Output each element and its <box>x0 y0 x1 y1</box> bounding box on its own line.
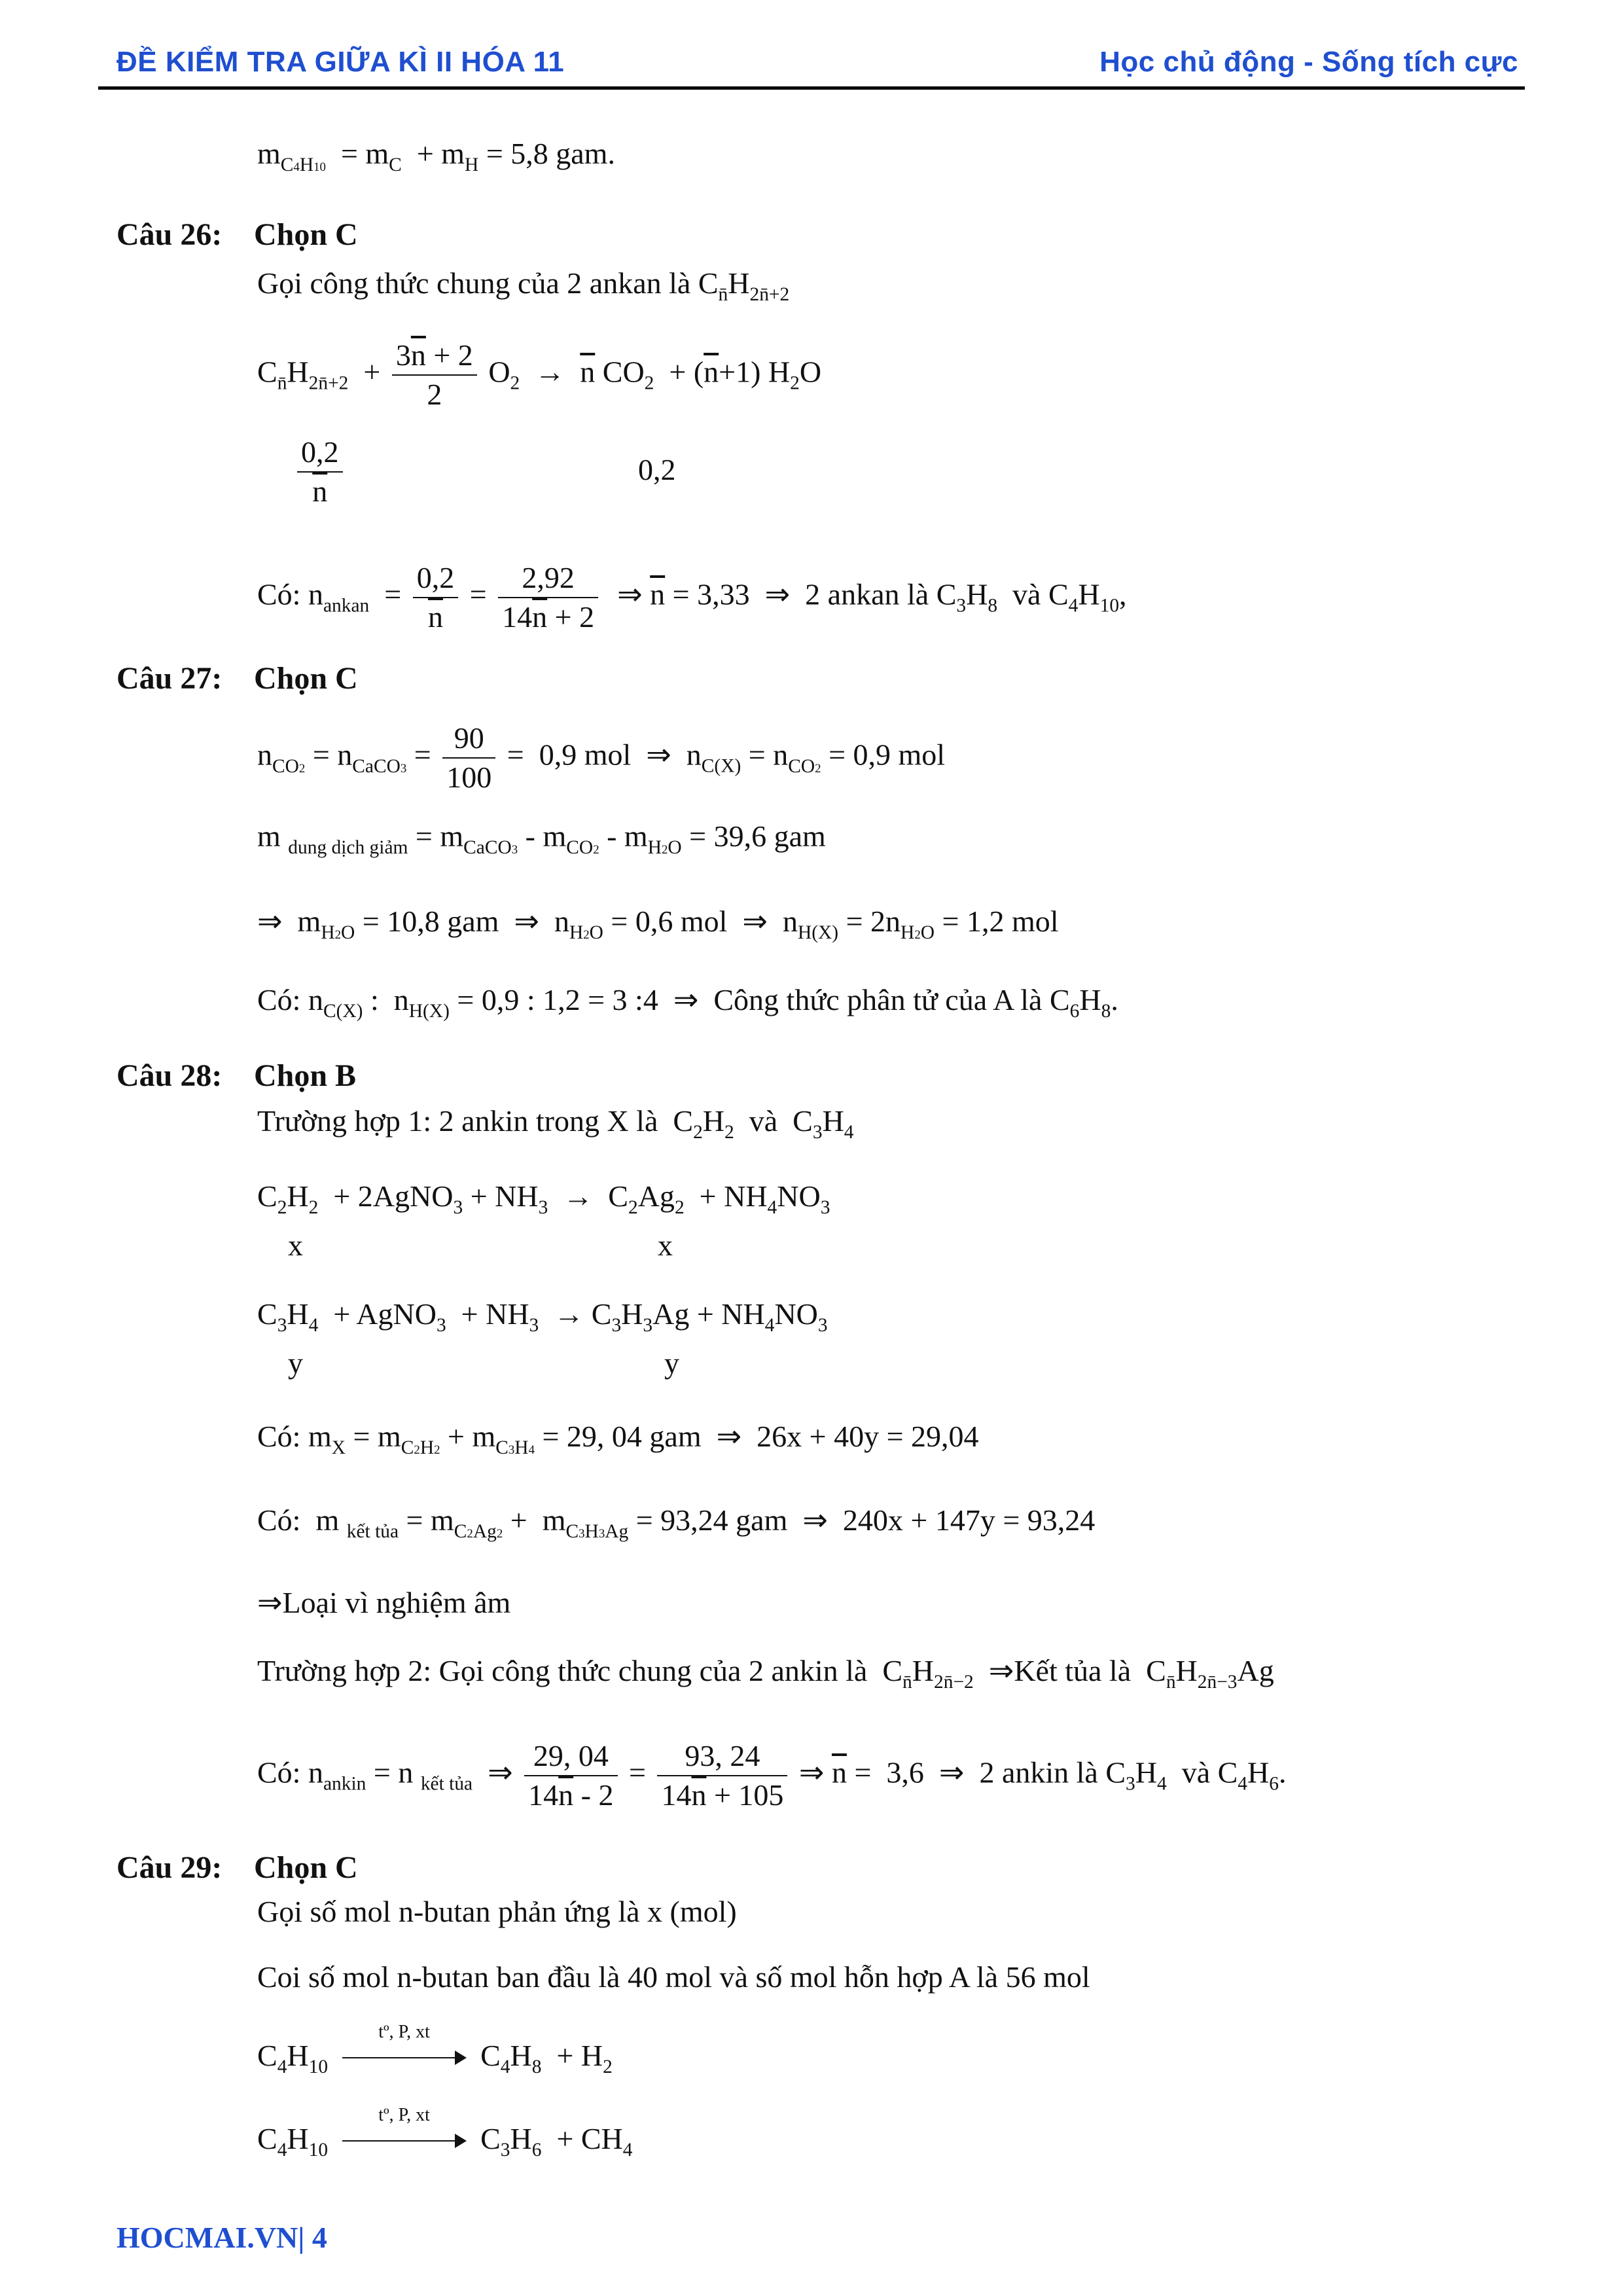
question-26-heading: Câu 26: Chọn C <box>116 217 358 252</box>
q28-reject: ⇒Loại vì nghiệm âm <box>257 1586 511 1619</box>
question-28-heading: Câu 28: Chọn B <box>116 1058 357 1093</box>
q28-y-label-2: y <box>664 1346 679 1380</box>
q28-case2: Trường hợp 2: Gọi công thức chung của 2 ankin là $C_{n̄}H_{2n̄-2}$ ⇒Kết tủa là $C_{n̄}H_{2n̄-3}Ag$ <box>257 1654 1274 1693</box>
q27-mole-co2: $n_{CO2} = n_{CaCO3}$ = $\frac{90}{100}$ = 0,9 mol ⇒ $n_{C(X)} = n_{CO2} = 0,9$ mol <box>257 721 946 794</box>
q28-x-label-1: x <box>288 1229 303 1262</box>
q27-ratio: Có: $n_{C(X)}$ : $n_{H(X)} = 0,9$ : 1,2 = 3 :4 ⇒ Công thức phân tử của A là $C_6H_8$. <box>257 983 1118 1022</box>
q28-x-label-2: x <box>658 1229 673 1262</box>
q28-reaction-c3h4: $C_3H_4$ + AgNO$_3$ + $NH_3 \to C_3H_3Ag + NH_4NO_3$ <box>257 1297 828 1336</box>
question-27-heading: Câu 27: Chọn C <box>116 661 358 696</box>
reaction-arrow-2: tº, P, xt <box>342 2128 467 2155</box>
q26-mole-ratio: $\frac{0,2}{n}$ <box>293 437 347 507</box>
reaction-arrow-1: tº, P, xt <box>342 2045 467 2072</box>
header-title: ĐỀ KIỂM TRA GIỮA KÌ II HÓA 11 <box>116 46 565 78</box>
q26-combustion-equation: $C_{n̄}H_{2n̄+2}$ + $\frac{3\overline{n} + 2}{2}$ $O_2 \to \overline{n}$ $CO_2 + (\overline{n}+1)$ $H_2O$ <box>257 338 822 411</box>
q28-mass-precipitate: Có: m $_{kết tủa} = m_{C2Ag2} + m_{C3H3Ag} = 93,24$ gam ⇒ 240x + 147y = 93,24 <box>257 1503 1096 1543</box>
header-slogan: Học chủ động - Sống tích cực <box>1099 46 1518 78</box>
header-divider <box>98 86 1525 90</box>
mass-c4h10-equation: $m_{C4H10} = m_C + m_H = 5,8$ gam. <box>257 137 615 176</box>
q28-case1: Trường hợp 1: 2 ankin trong X là $C_2H_2$ và $C_3H_4$ <box>257 1104 854 1143</box>
q28-y-label-1: y <box>288 1346 303 1380</box>
q29-line2: Coi số mol n-butan ban đầu là 40 mol và số mol hỗn hợp A là 56 mol <box>257 1960 1090 1994</box>
q27-water-calculation: ⇒ $m_{H2O} = 10,8$ gam ⇒ $n_{H2O} = 0,6$ mol ⇒ $n_{H(X)} = 2n_{H2O} = 1,2$ mol <box>257 905 1059 944</box>
q27-mass-decrease: m $_{dung dịch giảm} = m_{CaCO3} - m_{CO2} - m_{H2O} = 39,6$ gam <box>257 819 826 859</box>
q26-co2-moles: 0,2 <box>638 453 676 486</box>
question-29-heading: Câu 29: Chọn C <box>116 1850 358 1885</box>
q28-calculation: Có: $n_{ankin} = n$ $_{kết tủa}$ ⇒ $\frac{29, 04}{14\overline{n} - 2}$ = $\frac{93, 24}{14\overline{n} + 105}$ ⇒ $\overline{n} = 3,6$ ⇒ 2 ankin là $C_3H_4$ và $C_4H_6$. <box>257 1739 1287 1812</box>
q29-reaction-1: $C_4H_{10}$ tº, P, xt $C_4H_8 + H_2$ <box>257 2022 613 2078</box>
q29-line1: Gọi số mol n-butan phản ứng là x (mol) <box>257 1895 737 1928</box>
q26-intro: Gọi công thức chung của 2 ankan là $C_{n̄}H_{2n̄+2}$ <box>257 266 790 306</box>
q29-reaction-2: $C_4H_{10}$ tº, P, xt $C_3H_6 + CH_4$ <box>257 2105 633 2161</box>
q26-calculation: Có: $n_{ankan}$ = $\frac{0,2}{n}$ = $\frac{2,92}{14\overline{n} + 2}$ ⇒ $\overline{n} = 3,33$ ⇒ 2 ankan là $C_3H_8$ và $C_4H_{10}$, <box>257 561 1127 634</box>
q28-reaction-c2h2: $C_2H_2$ + 2AgNO$_3$ + $NH_3 \to C_2Ag_2 + NH_4NO_3$ <box>257 1179 830 1219</box>
q28-mass-x: Có: $m_X = m_{C2H2} + m_{C3H4} = 29$, 04 gam ⇒ 26x + 40y = 29,04 <box>257 1420 979 1459</box>
footer-page-label: HOCMAI.VN| 4 <box>116 2221 327 2254</box>
